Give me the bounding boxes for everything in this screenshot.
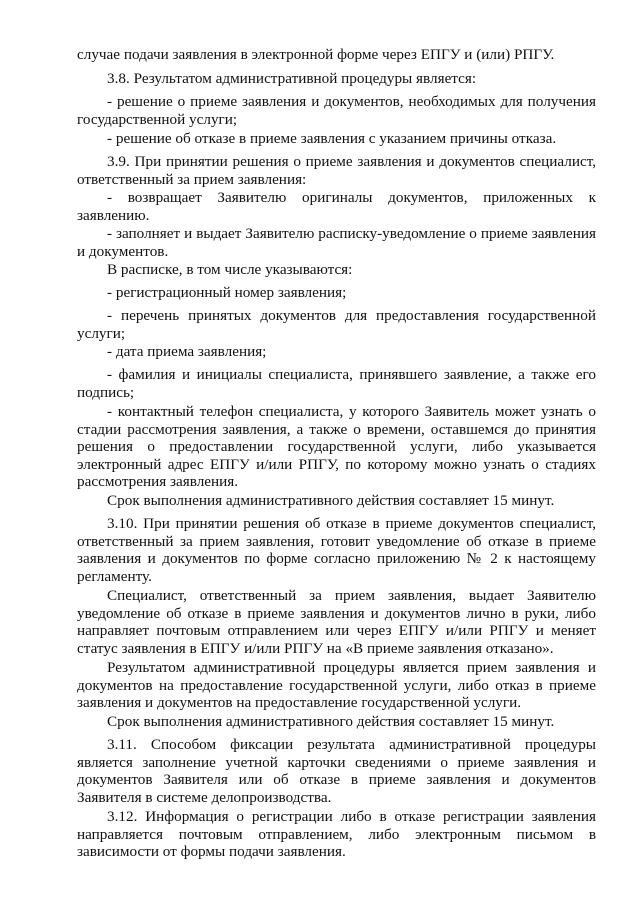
paragraph-specialist-name: - фамилия и инициалы специалиста, принявшего заявление, а также его подпись; xyxy=(77,366,596,401)
paragraph-3-11: 3.11. Способом фиксации результата административной процедуры является заполнение учетной карточки сведениями о приеме заявления и документов Заявителя или об отказе в приеме заявления и документов Заявителя в системе делопроизводства. xyxy=(77,736,596,806)
paragraph-contact-phone: - контактный телефон специалиста, у которого Заявитель может узнать о стадии рассмотрения заявления, а также о времени, оставшемся до принятия решения о предоставлении государственной услуги, либо указывается электронный адрес ЕПГУ и/или РПГУ, по которому можно узнать о стадиях рассмотрения заявления. xyxy=(77,403,596,490)
paragraph-date: - дата приема заявления; xyxy=(107,343,267,360)
paragraph-receipt: - заполняет и выдает Заявителю расписку-уведомление о приеме заявления и документов. xyxy=(77,225,596,260)
paragraph-documents-list: - перечень принятых документов для предоставления государственной услуги; xyxy=(77,307,596,342)
paragraph-deadline-1: Срок выполнения административного действия составляет 15 минут. xyxy=(107,492,555,509)
paragraph-refusal-notice: Специалист, ответственный за прием заявления, выдает Заявителю уведомление об отказе в приеме заявления и документов лично в руки, либо направляет почтовым отправлением или через ЕПГУ и/или РПГУ и меняет статус заявления в ЕПГУ и/или РПГУ на «В приеме заявления отказано». xyxy=(77,587,596,657)
paragraph-deadline-2: Срок выполнения административного действия составляет 15 минут. xyxy=(107,713,555,730)
paragraph-3-10: 3.10. При принятии решения об отказе в приеме документов специалист, ответственный за прием заявления, готовит уведомление об отказе в приеме заявления и документов по форме согласно приложению № 2 к настоящему регламенту. xyxy=(77,515,596,585)
paragraph-3-9: 3.9. При принятии решения о приеме заявления и документов специалист, ответственный за прием заявления: xyxy=(77,153,596,188)
paragraph-3-12: 3.12. Информация о регистрации либо в отказе регистрации заявления направляется почтовым отправлением, либо электронным письмом в зависимости от формы подачи заявления. xyxy=(77,808,596,860)
paragraph-registration-number: - регистрационный номер заявления; xyxy=(107,284,347,301)
paragraph-3-8: 3.8. Результатом административной процедуры является: xyxy=(107,70,477,87)
paragraph-result: Результатом административной процедуры является прием заявления и документов на предоставление государственной услуги, либо отказ в приеме заявления и документов на предоставление государственной услуги. xyxy=(77,659,596,711)
paragraph-decision-accept: - решение о приеме заявления и документов, необходимых для получения государственной услуги; xyxy=(77,93,596,128)
paragraph-decision-refuse: - решение об отказе в приеме заявления с указанием причины отказа. xyxy=(107,130,557,147)
paragraph-continuation: случае подачи заявления в электронной форме через ЕПГУ и (или) РПГУ. xyxy=(77,46,555,63)
paragraph-receipt-includes: В расписке, в том числе указываются: xyxy=(107,261,353,278)
paragraph-return-originals: - возвращает Заявителю оригиналы документов, приложенных к заявлению. xyxy=(77,189,596,224)
